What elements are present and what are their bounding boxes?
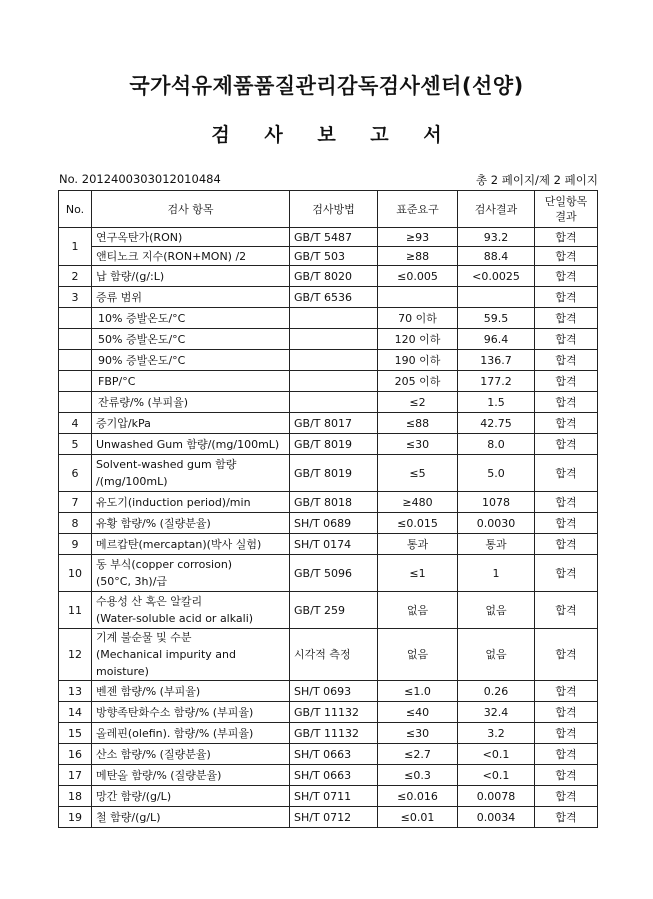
verdict-cell: 합격 <box>535 392 598 413</box>
result-cell: 32.4 <box>458 702 535 723</box>
method-cell: GB/T 6536 <box>290 287 378 308</box>
item-line: 동 부식(copper corrosion) <box>96 558 233 571</box>
method-cell <box>290 308 378 329</box>
result-cell: 없음 <box>458 629 535 681</box>
table-row <box>59 592 598 629</box>
row-number-cell: 19 <box>59 807 92 828</box>
row-number-cell: 3 <box>59 287 92 308</box>
item-cell <box>92 592 290 629</box>
table-row <box>59 371 598 392</box>
verdict-cell: 합격 <box>535 492 598 513</box>
result-cell: 96.4 <box>458 329 535 350</box>
method-cell: SH/T 0174 <box>290 534 378 555</box>
verdict-cell: 합격 <box>535 723 598 744</box>
item-line: (50°C, 3h)/급 <box>96 575 168 588</box>
table-row <box>59 786 598 807</box>
requirement-cell: ≤2.7 <box>378 744 458 765</box>
item-cell: 망간 함량/(g/L) <box>92 786 290 807</box>
result-cell: 통과 <box>458 534 535 555</box>
requirement-cell <box>378 287 458 308</box>
table-row <box>59 308 598 329</box>
item-cell <box>92 455 290 492</box>
result-cell: 42.75 <box>458 413 535 434</box>
column-header-no: No. <box>59 191 92 228</box>
result-cell: 1 <box>458 555 535 592</box>
result-cell: 0.0030 <box>458 513 535 534</box>
row-number-cell: 6 <box>59 455 92 492</box>
row-number-cell: 10 <box>59 555 92 592</box>
method-cell: GB/T 503 <box>290 247 378 266</box>
method-cell <box>290 371 378 392</box>
item-cell: 메르캅탄(mercaptan)(박사 실험) <box>92 534 290 555</box>
method-cell: GB/T 5096 <box>290 555 378 592</box>
result-cell <box>458 287 535 308</box>
method-cell: GB/T 5487 <box>290 228 378 247</box>
method-cell: SH/T 0693 <box>290 681 378 702</box>
requirement-cell: ≤2 <box>378 392 458 413</box>
result-cell: 5.0 <box>458 455 535 492</box>
method-cell: GB/T 11132 <box>290 723 378 744</box>
requirement-cell: 205 이하 <box>378 371 458 392</box>
item-cell: 유도기(induction period)/min <box>92 492 290 513</box>
item-cell: 방향족탄화수소 함량/% (부피율) <box>92 702 290 723</box>
requirement-cell: ≤88 <box>378 413 458 434</box>
item-cell: 앤티노크 지수(RON+MON) /2 <box>92 247 290 266</box>
table-row <box>59 455 598 492</box>
item-cell: 연구옥탄가(RON) <box>92 228 290 247</box>
item-cell: 납 함량/(g/:L) <box>92 266 290 287</box>
result-cell: 1.5 <box>458 392 535 413</box>
result-cell: 177.2 <box>458 371 535 392</box>
method-cell: SH/T 0663 <box>290 765 378 786</box>
requirement-cell: ≤0.016 <box>378 786 458 807</box>
requirement-cell: ≤5 <box>378 455 458 492</box>
verdict-cell: 합격 <box>535 266 598 287</box>
row-number-cell: 2 <box>59 266 92 287</box>
table-header-row <box>59 191 598 228</box>
item-cell: Unwashed Gum 함량/(mg/100mL) <box>92 434 290 455</box>
item-cell: 증기압/kPa <box>92 413 290 434</box>
row-number-cell: 16 <box>59 744 92 765</box>
table-row <box>59 513 598 534</box>
row-number-cell: 11 <box>59 592 92 629</box>
requirement-cell: ≥88 <box>378 247 458 266</box>
requirement-cell: ≤1.0 <box>378 681 458 702</box>
result-cell: 1078 <box>458 492 535 513</box>
item-line: (Mechanical impurity and moisture) <box>96 648 236 678</box>
requirement-cell: ≤0.3 <box>378 765 458 786</box>
item-line: /(mg/100mL) <box>96 475 168 488</box>
row-number-cell: 4 <box>59 413 92 434</box>
item-cell: 증류 범위 <box>92 287 290 308</box>
requirement-cell: 없음 <box>378 629 458 681</box>
row-number-cell <box>59 308 92 329</box>
requirement-cell: 190 이하 <box>378 350 458 371</box>
requirement-cell: 없음 <box>378 592 458 629</box>
requirement-cell: ≤30 <box>378 723 458 744</box>
verdict-cell: 합격 <box>535 744 598 765</box>
item-cell: 철 함량/(g/L) <box>92 807 290 828</box>
item-line: 수용성 산 혹은 알칼리 <box>96 595 203 608</box>
table-row <box>59 329 598 350</box>
table-row <box>59 287 598 308</box>
row-number-cell: 7 <box>59 492 92 513</box>
method-cell: GB/T 8020 <box>290 266 378 287</box>
result-cell: 3.2 <box>458 723 535 744</box>
verdict-cell: 합격 <box>535 629 598 681</box>
verdict-cell: 합격 <box>535 287 598 308</box>
column-header-method: 검사방법 <box>290 191 378 228</box>
requirement-cell: 통과 <box>378 534 458 555</box>
table-row <box>59 350 598 371</box>
result-cell: 136.7 <box>458 350 535 371</box>
result-cell: 8.0 <box>458 434 535 455</box>
item-cell: 50% 증발온도/°C <box>92 329 290 350</box>
row-number-cell: 13 <box>59 681 92 702</box>
method-cell: SH/T 0663 <box>290 744 378 765</box>
result-cell: 93.2 <box>458 228 535 247</box>
method-cell: GB/T 8018 <box>290 492 378 513</box>
report-subtitle: 검 사 보 고 서 <box>211 124 456 146</box>
requirement-cell: 70 이하 <box>378 308 458 329</box>
item-cell <box>92 555 290 592</box>
verdict-cell: 합격 <box>535 350 598 371</box>
requirement-cell: ≤1 <box>378 555 458 592</box>
item-cell: 메탄올 함량/% (질량분율) <box>92 765 290 786</box>
table-row <box>59 681 598 702</box>
table-row <box>59 702 598 723</box>
table-row <box>59 266 598 287</box>
result-cell: 없음 <box>458 592 535 629</box>
method-cell <box>290 350 378 371</box>
row-number-cell: 17 <box>59 765 92 786</box>
verdict-cell: 합격 <box>535 308 598 329</box>
table-row <box>59 392 598 413</box>
verdict-cell: 합격 <box>535 807 598 828</box>
row-number-cell: 8 <box>59 513 92 534</box>
column-header-item: 검사 항목 <box>92 191 290 228</box>
result-cell: 88.4 <box>458 247 535 266</box>
column-header-result: 검사결과 <box>458 191 535 228</box>
item-cell: 90% 증발온도/°C <box>92 350 290 371</box>
item-line: Solvent-washed gum 함량 <box>96 458 237 471</box>
item-cell: 벤젠 함량/% (부피율) <box>92 681 290 702</box>
table-row <box>59 413 598 434</box>
method-cell: GB/T 8019 <box>290 434 378 455</box>
method-cell: GB/T 11132 <box>290 702 378 723</box>
verdict-cell: 합격 <box>535 228 598 247</box>
method-cell: SH/T 0689 <box>290 513 378 534</box>
method-cell: 시각적 측정 <box>290 629 378 681</box>
verdict-cell: 합격 <box>535 513 598 534</box>
table-row <box>59 247 598 266</box>
method-cell: GB/T 8017 <box>290 413 378 434</box>
verdict-cell: 합격 <box>535 434 598 455</box>
report-organization-title: 국가석유제품품질관리감독검사센터(선양) <box>129 74 524 98</box>
row-number-cell <box>59 329 92 350</box>
row-number-cell <box>59 392 92 413</box>
verdict-cell: 합격 <box>535 765 598 786</box>
requirement-cell: ≤0.01 <box>378 807 458 828</box>
requirement-cell: ≥93 <box>378 228 458 247</box>
table-row <box>59 723 598 744</box>
row-number-cell: 15 <box>59 723 92 744</box>
item-cell: FBP/°C <box>92 371 290 392</box>
item-cell: 산소 함량/% (질량분율) <box>92 744 290 765</box>
row-number-cell: 1 <box>59 228 92 266</box>
method-cell: GB/T 259 <box>290 592 378 629</box>
verdict-cell: 합격 <box>535 592 598 629</box>
column-header-verdict: 단일항목 결과 <box>535 191 598 228</box>
method-cell: SH/T 0711 <box>290 786 378 807</box>
requirement-cell: ≤30 <box>378 434 458 455</box>
table-row <box>59 228 598 247</box>
row-number-cell: 12 <box>59 629 92 681</box>
inspection-results-table <box>58 190 598 828</box>
result-cell: 0.0034 <box>458 807 535 828</box>
method-cell: GB/T 8019 <box>290 455 378 492</box>
row-number-cell: 18 <box>59 786 92 807</box>
result-cell: <0.1 <box>458 765 535 786</box>
row-number-cell: 5 <box>59 434 92 455</box>
row-number-cell <box>59 350 92 371</box>
row-number-cell: 9 <box>59 534 92 555</box>
item-cell: 유황 함량/% (질량분율) <box>92 513 290 534</box>
requirement-cell: 120 이하 <box>378 329 458 350</box>
requirement-cell: ≥480 <box>378 492 458 513</box>
verdict-cell: 합격 <box>535 455 598 492</box>
table-row <box>59 629 598 681</box>
row-number-cell: 14 <box>59 702 92 723</box>
item-line: 기계 불순물 및 수분 <box>96 631 192 644</box>
table-row <box>59 534 598 555</box>
table-row <box>59 434 598 455</box>
item-line: (Water-soluble acid or alkali) <box>96 612 254 625</box>
verdict-cell: 합격 <box>535 534 598 555</box>
requirement-cell: ≤0.015 <box>378 513 458 534</box>
result-cell: 59.5 <box>458 308 535 329</box>
page-info: 총 2 페이지/제 2 페이지 <box>475 173 598 187</box>
result-cell: 0.0078 <box>458 786 535 807</box>
table-row <box>59 555 598 592</box>
verdict-cell: 합격 <box>535 329 598 350</box>
method-cell <box>290 392 378 413</box>
table-body <box>59 228 598 828</box>
item-cell <box>92 629 290 681</box>
method-cell <box>290 329 378 350</box>
verdict-cell: 합격 <box>535 681 598 702</box>
document-number: No. 201240030301201048​4 <box>59 172 221 186</box>
method-cell: SH/T 0712 <box>290 807 378 828</box>
verdict-cell: 합격 <box>535 371 598 392</box>
verdict-cell: 합격 <box>535 555 598 592</box>
row-number-cell <box>59 371 92 392</box>
verdict-cell: 합격 <box>535 247 598 266</box>
result-cell: <0.1 <box>458 744 535 765</box>
table-row <box>59 807 598 828</box>
column-header-requirement: 표준요구 <box>378 191 458 228</box>
verdict-cell: 합격 <box>535 786 598 807</box>
table-row <box>59 492 598 513</box>
table-row <box>59 765 598 786</box>
item-cell: 올레핀(olefin). 함량/% (부피율) <box>92 723 290 744</box>
requirement-cell: ≤0.005 <box>378 266 458 287</box>
verdict-cell: 합격 <box>535 702 598 723</box>
verdict-cell: 합격 <box>535 413 598 434</box>
item-cell: 잔류량/% (부피율) <box>92 392 290 413</box>
result-cell: <0.0025 <box>458 266 535 287</box>
requirement-cell: ≤40 <box>378 702 458 723</box>
result-cell: 0.26 <box>458 681 535 702</box>
table-row <box>59 744 598 765</box>
item-cell: 10% 증발온도/°C <box>92 308 290 329</box>
